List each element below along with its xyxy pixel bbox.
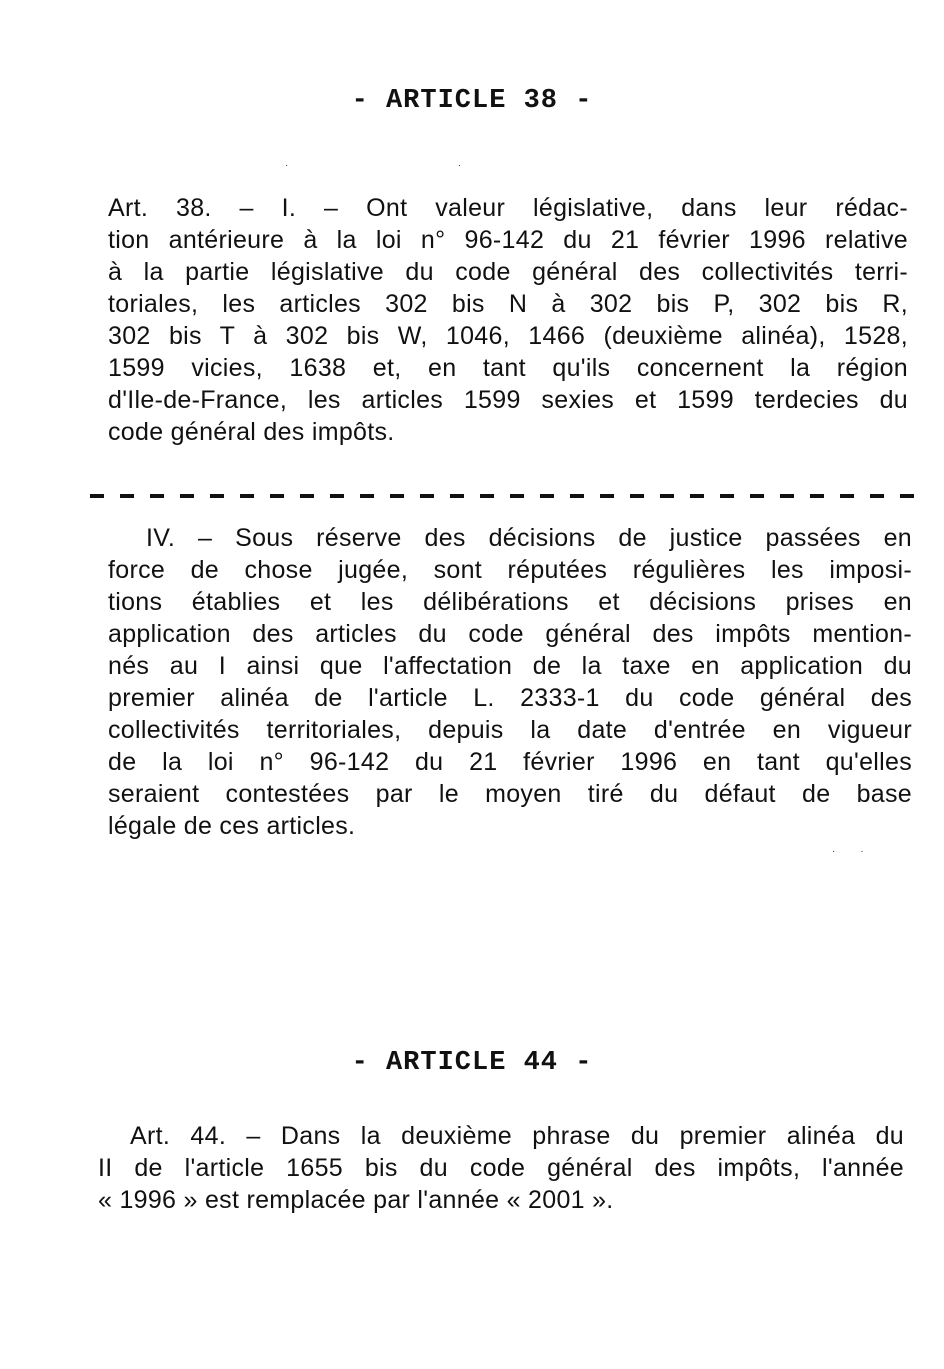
scan-specks: · · bbox=[285, 160, 462, 171]
text-line: 302 bis T à 302 bis W, 1046, 1466 (deuxième alinéa), 1528, bbox=[108, 322, 908, 350]
text-line: Art. 38. – I. – Ont valeur législative, dans leur rédac- bbox=[108, 194, 908, 222]
text-line: d'Ile-de-France, les articles 1599 sexies et 1599 terdecies du bbox=[108, 386, 908, 414]
text-line: toriales, les articles 302 bis N à 302 bis P, 302 bis R, bbox=[108, 290, 908, 318]
text-line: nés au I ainsi que l'affectation de la taxe en application du bbox=[108, 652, 912, 680]
text-line: premier alinéa de l'article L. 2333-1 du code général des bbox=[108, 684, 912, 712]
article-44-body bbox=[98, 1120, 904, 1216]
article-38-section-i bbox=[108, 192, 908, 448]
text-line: tions établies et les délibérations et décisions prises en bbox=[108, 588, 912, 616]
text-line: seraient contestées par le moyen tiré du défaut de base bbox=[108, 780, 912, 808]
text-line: « 1996 » est remplacée par l'année « 2001 ». bbox=[98, 1186, 614, 1214]
article-38-section-iv bbox=[108, 522, 912, 842]
text-line: 1599 vicies, 1638 et, en tant qu'ils concernent la région bbox=[108, 354, 908, 382]
text-line: II de l'article 1655 bis du code général des impôts, l'année bbox=[98, 1154, 904, 1182]
text-line: légale de ces articles. bbox=[108, 812, 356, 840]
text-line: Art. 44. – Dans la deuxième phrase du premier alinéa du bbox=[130, 1122, 904, 1150]
text-line: code général des impôts. bbox=[108, 418, 395, 446]
text-line: tion antérieure à la loi n° 96-142 du 21 février 1996 relative bbox=[108, 226, 908, 254]
section-divider bbox=[90, 494, 930, 498]
text-line: collectivités territoriales, depuis la date d'entrée en vigueur bbox=[108, 716, 912, 744]
text-line: application des articles du code général des impôts mention- bbox=[108, 620, 912, 648]
article-44-heading: - ARTICLE 44 - bbox=[351, 1048, 593, 1078]
text-line: IV. – Sous réserve des décisions de justice passées en bbox=[146, 524, 912, 552]
text-line: de la loi n° 96-142 du 21 février 1996 en tant qu'elles bbox=[108, 748, 912, 776]
text-line: force de chose jugée, sont réputées régulières les imposi- bbox=[108, 556, 912, 584]
scan-specks: · · bbox=[832, 846, 864, 857]
article-38-heading: - ARTICLE 38 - bbox=[351, 86, 593, 116]
text-line: à la partie législative du code général des collectivités terri- bbox=[108, 258, 908, 286]
